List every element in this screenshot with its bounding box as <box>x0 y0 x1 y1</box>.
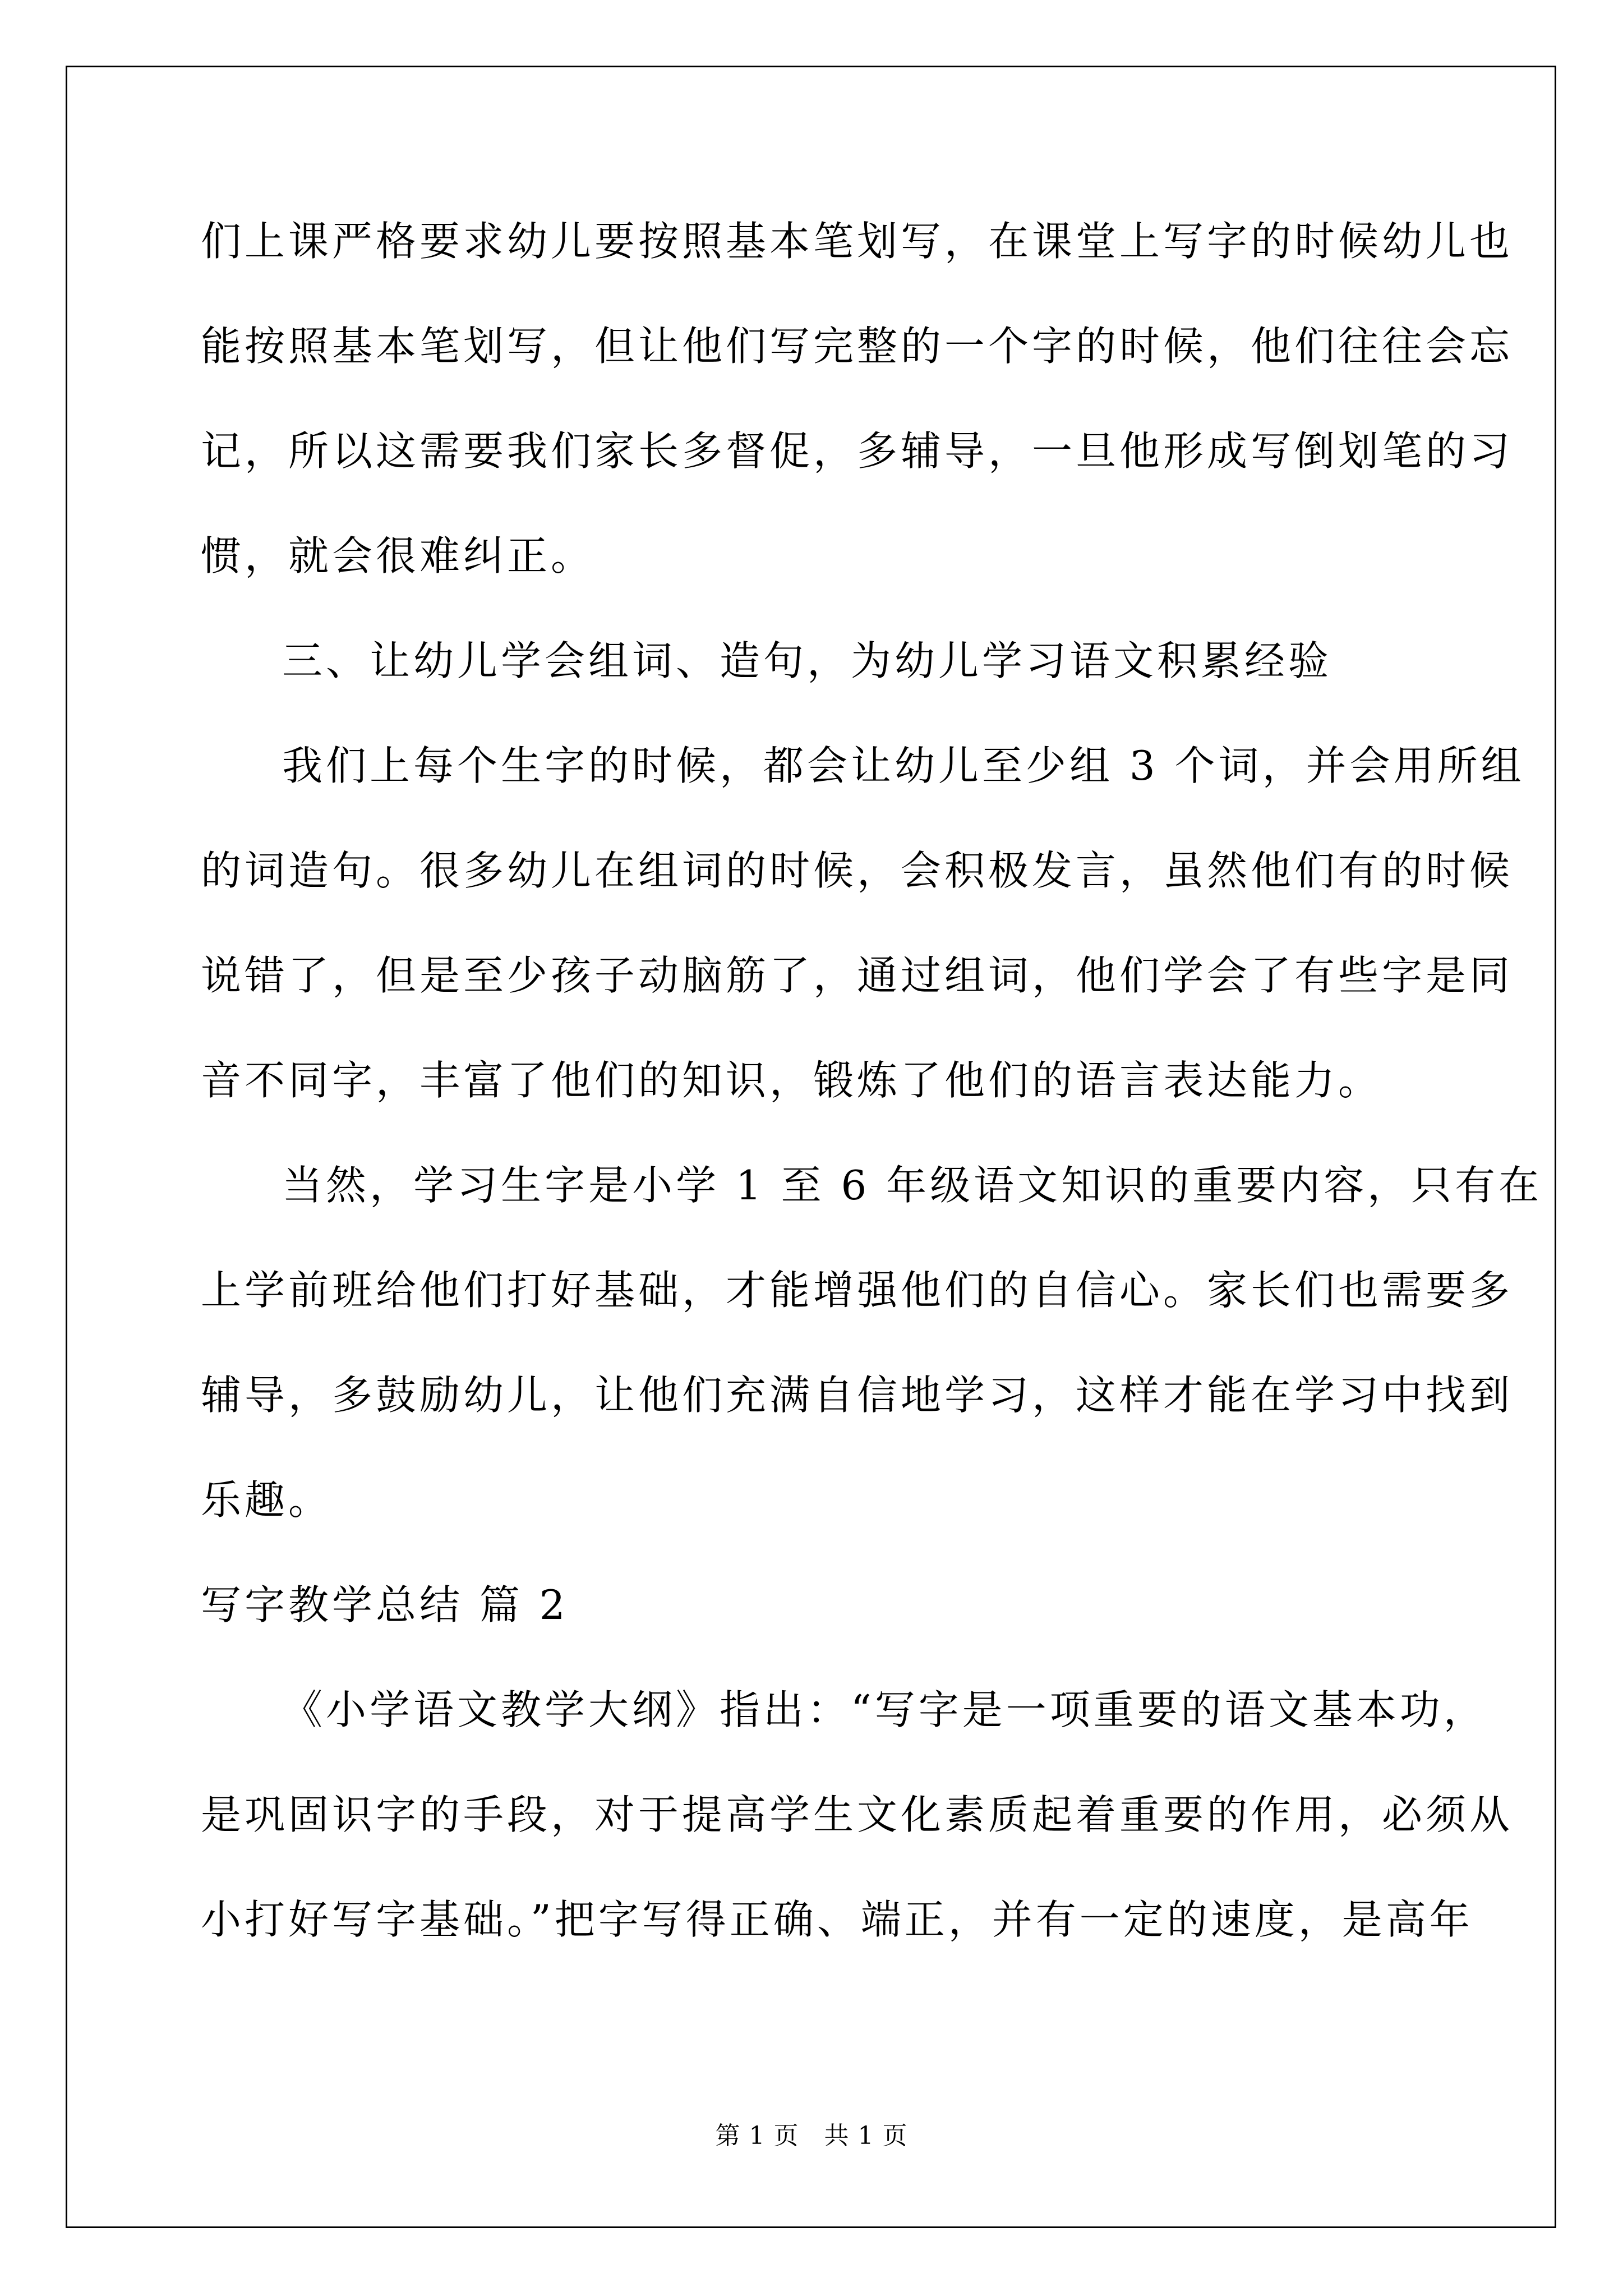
text-line: 们上课严格要求幼儿要按照基本笔划写，在课堂上写字的时候幼儿也 <box>201 218 1514 265</box>
page-footer: 第 1 页 共 1 页 <box>715 2122 908 2150</box>
text-line: 说错了，但是至少孩子动脑筋了，通过组词，他们学会了有些字是同 <box>201 952 1514 999</box>
text-line: 音不同字，丰富了他们的知识，锻炼了他们的语言表达能力。 <box>201 1057 1382 1104</box>
text-line: 乐趣。 <box>201 1476 333 1524</box>
text-line: 的词造句。很多幼儿在组词的时候，会积极发言，虽然他们有的时候 <box>201 847 1514 894</box>
text-line: 记，所以这需要我们家长多督促，多辅导，一旦他形成写倒划笔的习 <box>201 427 1514 475</box>
text-line: 小打好写字基础。”把字写得正确、端正，并有一定的速度，是高年 <box>201 1896 1473 1943</box>
section-heading: 三、让幼儿学会组词、造句，为幼儿学习语文积累经验 <box>282 637 1332 684</box>
text-line: 当然，学习生字是小学 1 至 6 年级语文知识的重要内容，只有在 <box>282 1162 1543 1209</box>
text-line: 辅导，多鼓励幼儿，让他们充满自信地学习，这样才能在学习中找到 <box>201 1372 1514 1419</box>
text-line: 上学前班给他们打好基础，才能增强他们的自信心。家长们也需要多 <box>201 1267 1514 1314</box>
text-line: 是巩固识字的手段，对于提高学生文化素质起着重要的作用，必须从 <box>201 1791 1514 1838</box>
article-title: 写字教学总结 篇 2 <box>201 1581 569 1628</box>
text-line: 惯，就会很难纠正。 <box>201 532 595 579</box>
text-line: 《小学语文教学大纲》指出：“写字是一项重要的语文基本功， <box>282 1686 1487 1733</box>
text-line: 我们上每个生字的时候，都会让幼儿至少组 3 个词，并会用所组 <box>282 742 1525 789</box>
text-line: 能按照基本笔划写，但让他们写完整的一个字的时候，他们往往会忘 <box>201 323 1514 370</box>
